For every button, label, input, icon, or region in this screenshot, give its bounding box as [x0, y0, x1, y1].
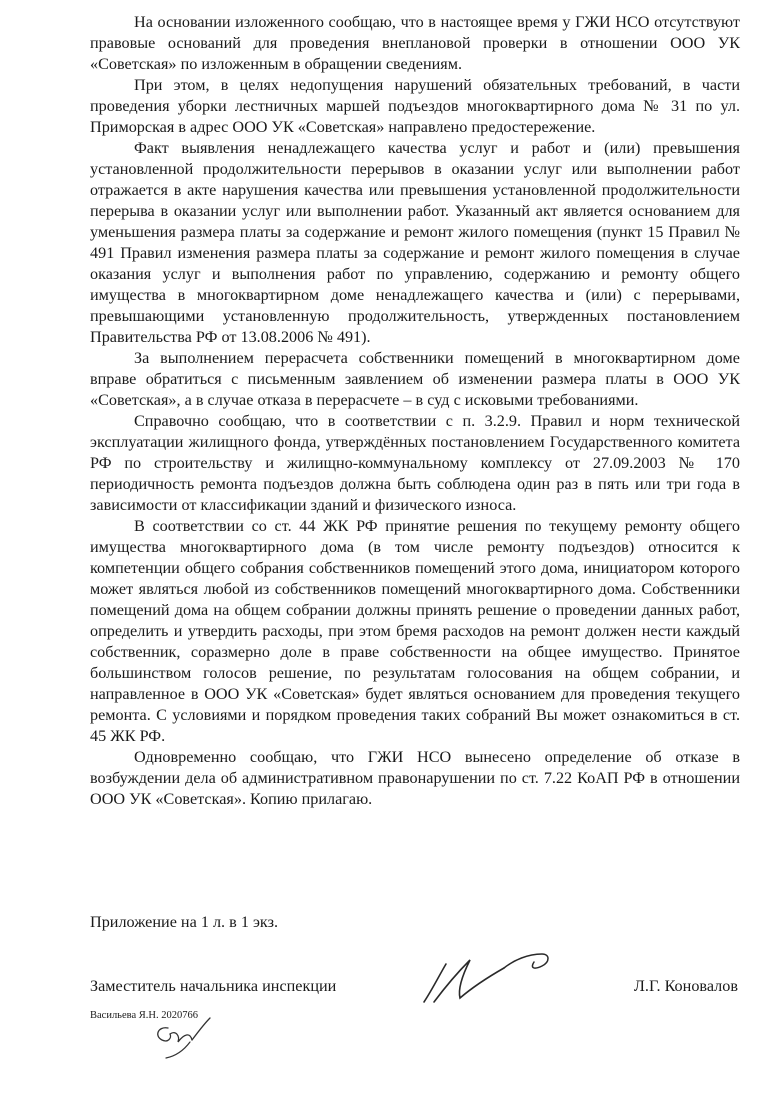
paragraph-recalculation: За выполнением перерасчета собственники помещений в многоквартирном доме вправе обратиться с письменным заявлением об изменении размера платы в ООО УК «Советская», а в случае отказа в перерасчете – в суд с исковыми требованиями.: [90, 349, 740, 409]
paragraph-repair-periodicity: Справочно сообщаю, что в соответствии с п. 3.2.9. Правил и норм технической эксплуатации жилищного фонда, утверждённых постановлением Государственного комитета РФ по строительству и жилищно-коммунальному комплексу от 27.09.2003 № 170 периодичность ремонта подъездов должна быть соблюдена один раз в пять или три года в зависимости от классификации зданий и физического износа.: [90, 412, 740, 514]
paragraph-warning: При этом, в целях недопущения нарушений обязательных требований, в части проведения уборки лестничных маршей подъездов многоквартирного дома № 31 по ул. Приморская в адрес ООО УК «Советская» направлено предостережение.: [90, 76, 740, 136]
paragraph-quality-act: Факт выявления ненадлежащего качества услуг и работ и (или) превышения установленной продолжительности перерывов в оказании услуг или выполнении работ отражается в акте нарушения качества или превышения установленной продолжительности перерыва в оказании услуг или выполнении работ. Указанный акт является основанием для уменьшения размера платы за содержание и ремонт жилого помещения (пункт 15 Правил № 491 Правил изменения размера платы за содержание и ремонт жилого помещения в случае оказания услуг и выполнения работ по управлению, содержанию и ремонту общего имущества в многоквартирном доме ненадлежащего качества и (или) с перерывами, превышающими установленную продолжительность, утвержденных постановлением Правительства РФ от 13.08.2006 № 491).: [90, 139, 740, 346]
paragraph-refusal-ruling: Одновременно сообщаю, что ГЖИ НСО вынесено определение об отказе в возбуждении дела об административном правонарушении по ст. 7.22 КоАП РФ в отношении ООО УК «Советская». Копию прилагаю.: [90, 748, 740, 808]
handwritten-signature: [418, 946, 558, 1012]
handwritten-initials: [150, 1012, 216, 1064]
executor-note: Васильева Я.Н. 2020766: [90, 1010, 198, 1021]
paragraph-general-meeting: В соответствии со ст. 44 ЖК РФ принятие решения по текущему ремонту общего имущества многоквартирного дома (в том числе ремонту подъездов) относится к компетенции общего собрания собственников помещений этого дома, инициатором которого может являться любой из собственников помещений многоквартирного дома. Собственники помещений дома на общем собрании должны принять решение о проведении данных работ, определить и утвердить расходы, при этом бремя расходов на ремонт должен нести каждый собственник, соразмерно доле в праве собственности на общее имущество. Принятое большинством голосов решение, по результатам голосования на общем собрании, и направленное в ООО УК «Советская» будет являться основанием для проведения текущего ремонта. С условиями и порядком проведения таких собраний Вы может ознакомиться в ст. 45 ЖК РФ.: [90, 517, 740, 745]
letter-body: [90, 12, 740, 810]
signer-position: Заместитель начальника инспекции: [90, 977, 337, 995]
appendix-note: Приложение на 1 л. в 1 экз.: [90, 913, 279, 931]
signature-block: [90, 976, 738, 998]
signer-name: Л.Г. Коновалов: [633, 977, 738, 995]
paragraph-no-grounds: На основании изложенного сообщаю, что в настоящее время у ГЖИ НСО отсутствуют правовые оснований для проведения внеплановой проверки в отношении ООО УК «Советская» по изложенным в обращении сведениям.: [90, 13, 740, 73]
